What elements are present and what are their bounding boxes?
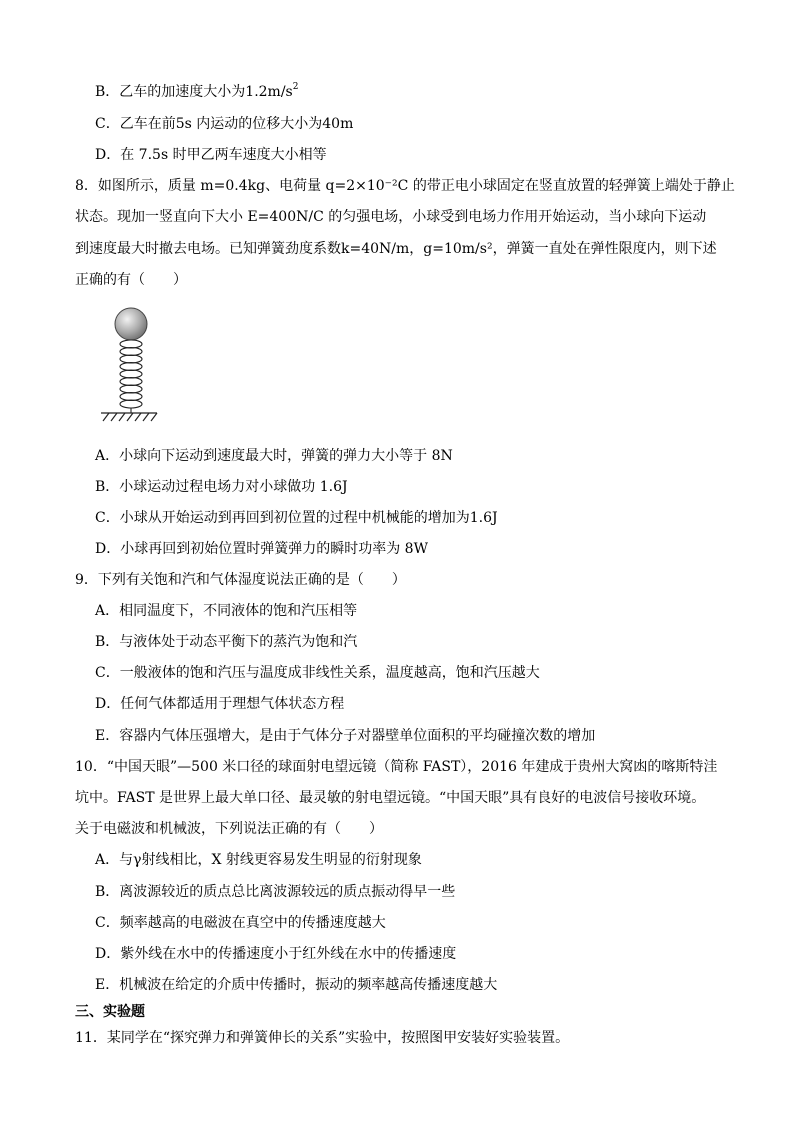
q8-stem-line-1: 8．如图所示，质量 m=0.4kg、电荷量 q=2×10⁻²C 的带正电小球固定在竖直放置的轻弹簧上端处于静止: [75, 178, 735, 194]
section-heading: 三、实验题: [75, 1004, 145, 1020]
q10-option-c: C．频率越高的电磁波在真空中的传播速度越大: [95, 915, 386, 931]
q9-option-b: B．与液体处于动态平衡下的蒸汽为饱和汽: [95, 634, 358, 650]
q9-stem: 9．下列有关饱和汽和气体湿度说法正确的是（ ）: [75, 572, 406, 588]
spring-coil: [120, 340, 142, 413]
q9-option-c: C．一般液体的饱和汽压与温度成非线性关系，温度越高，饱和汽压越大: [95, 665, 540, 681]
q8-option-d: D．小球再回到初始位置时弹簧弹力的瞬时功率为 8W: [95, 541, 428, 557]
charged-ball: [115, 308, 147, 340]
q10-stem-line-3: 关于电磁波和机械波，下列说法正确的有（ ）: [75, 821, 383, 837]
prev-option-c: C．乙车在前5s 内运动的位移大小为40m: [95, 116, 354, 132]
q8-stem-line-4: 正确的有（ ）: [75, 272, 187, 288]
q9-option-a: A．相同温度下，不同液体的饱和汽压相等: [95, 603, 358, 619]
spring-ball-figure: [95, 303, 165, 429]
q11-stem: 11．某同学在“探究弹力和弹簧伸长的关系”实验中，按照图甲安装好实验装置。: [75, 1030, 570, 1046]
q10-option-a: A．与γ射线相比，X 射线更容易发生明显的衍射现象: [95, 852, 422, 868]
q8-option-a: A．小球向下运动到速度最大时，弹簧的弹力大小等于 8N: [95, 448, 453, 464]
q10-option-e: E．机械波在给定的介质中传播时，振动的频率越高传播速度越大: [95, 977, 498, 993]
q10-option-b: B．离波源较近的质点总比离波源较远的质点振动得早一些: [95, 884, 456, 900]
ground-hatching: [101, 413, 157, 421]
q10-option-d: D．紫外线在水中的传播速度小于红外线在水中的传播速度: [95, 946, 457, 962]
prev-option-d: D．在 7.5s 时甲乙两车速度大小相等: [95, 147, 327, 163]
q8-option-c: C．小球从开始运动到再回到初位置的过程中机械能的增加为1.6J: [95, 510, 498, 526]
prev-option-b: B．乙车的加速度大小为$1.2m/s^2$: [95, 82, 299, 100]
q10-stem-line-2: 坑中。FAST 是世界上最大单口径、最灵敏的射电望远镜。“中国天眼”具有良好的电波信号接收环境。: [75, 790, 706, 806]
q8-stem-line-3: 到速度最大时撤去电场。已知弹簧劲度系数k=40N/m，g=10m/s²，弹簧一直处在弹性限度内，则下述: [75, 241, 717, 257]
q9-option-d: D．任何气体都适用于理想气体状态方程: [95, 696, 345, 712]
q9-option-e: E．容器内气体压强增大，是由于气体分子对器壁单位面积的平均碰撞次数的增加: [95, 728, 596, 744]
q8-stem-line-2: 状态。现加一竖直向下大小 E=400N/C 的匀强电场，小球受到电场力作用开始运动，当小球向下运动: [75, 209, 707, 225]
q8-option-b: B．小球运动过程电场力对小球做功 1.6J: [95, 479, 348, 495]
q10-stem-line-1: 10．“中国天眼”—500 米口径的球面射电望远镜（简称 FAST），2016 年建成于贵州大窝凼的喀斯特洼: [75, 759, 718, 775]
